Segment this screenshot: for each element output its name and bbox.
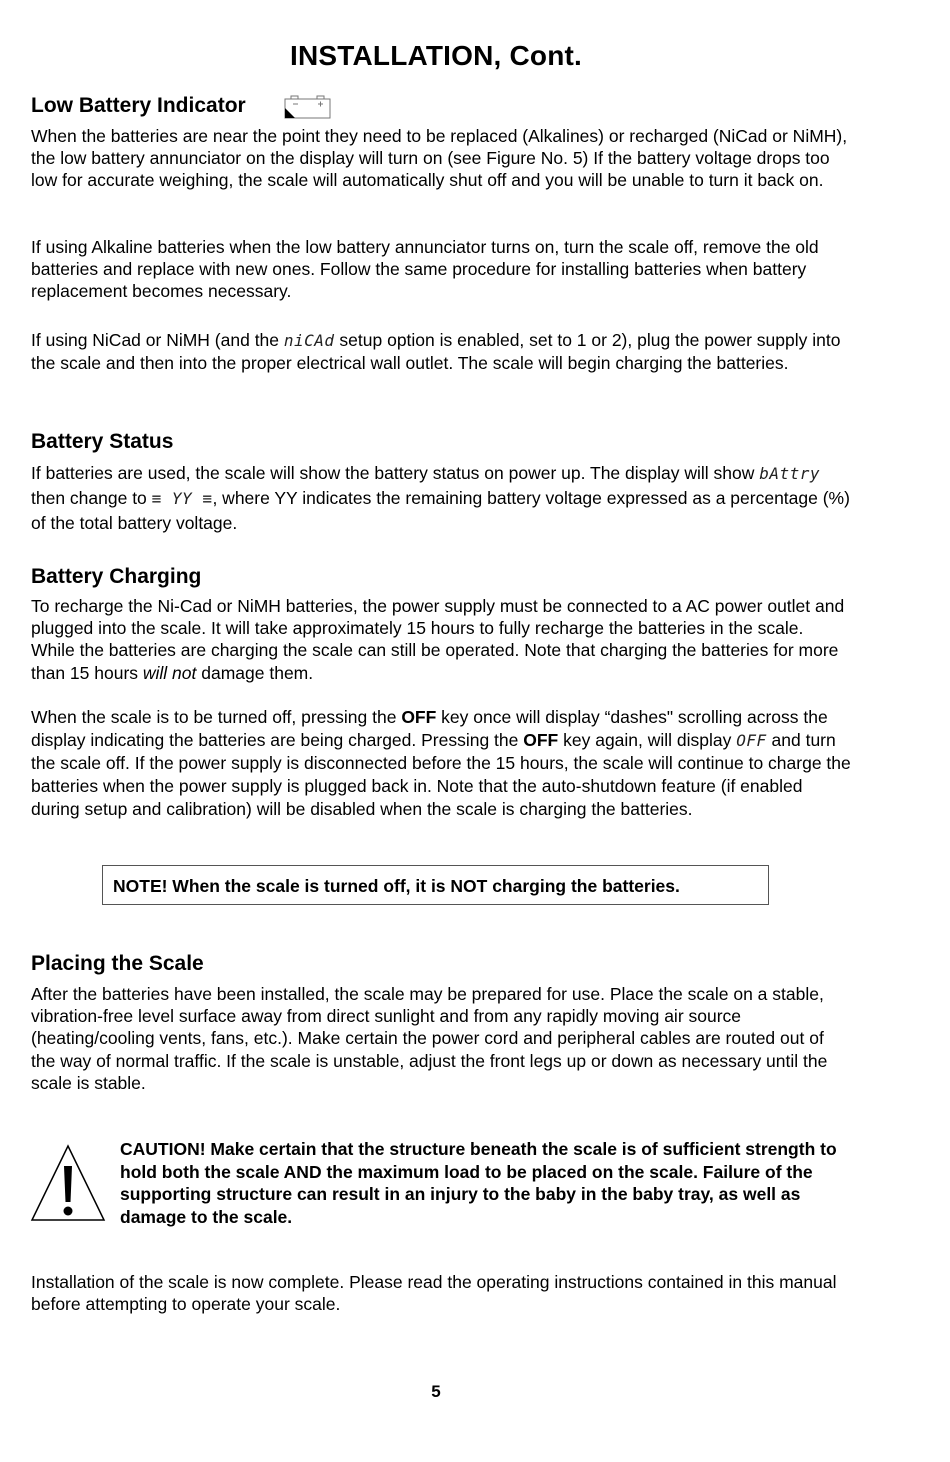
segment-display-nicad: niCAd: [283, 331, 335, 350]
text-segment: When the scale is to be turned off, pressing the: [31, 707, 402, 727]
warning-triangle-icon: [30, 1144, 106, 1227]
low-battery-paragraph-2: If using Alkaline batteries when the low battery annunciator turns on, turn the scale off, remove the old batteries and replace with new ones. Follow the same procedure for installing batteries when battery replacement becomes necessary.: [31, 237, 819, 302]
low-battery-heading: Low Battery Indicator: [31, 94, 246, 117]
text-segment: key again, will display: [558, 730, 737, 750]
note-text: NOTE! When the scale is turned off, it is NOT charging the batteries.: [113, 876, 680, 896]
text-segment: , where YY indicates the remaining battery voltage expressed as a percentage (%) of the total battery voltage.: [31, 488, 850, 533]
segment-display-battry: bAttry: [759, 464, 821, 483]
placing-scale-heading: Placing the Scale: [31, 952, 204, 975]
low-battery-paragraph-1: When the batteries are near the point they need to be replaced (Alkalines) or recharged (NiCad or NiMH), the low battery annunciator on the display will turn on (see Figure No. 5) If the battery voltage drops too low for accurate weighing, the scale will automatically shut off and you will be unable to turn it back on.: [31, 126, 848, 191]
segment-display-off: OFF: [736, 731, 767, 750]
page-title: INSTALLATION, Cont.: [289, 40, 583, 71]
battery-status-paragraph: [31, 461, 851, 535]
segment-display-yy: ≡ YY ≡: [151, 489, 213, 508]
note-box: [102, 865, 769, 905]
off-key-label: OFF: [523, 730, 559, 750]
low-battery-annunciator-icon: [283, 95, 333, 126]
off-key-label: OFF: [401, 707, 437, 727]
page-number: 5: [431, 1382, 441, 1401]
battery-status-heading: Battery Status: [31, 430, 174, 453]
text-segment: If using NiCad or NiMH (and the: [31, 330, 284, 350]
text-segment: key once will display “dashes" scrolling across the display indicating the batteries are being charged. Pressing the: [31, 707, 828, 750]
text-segment: and turn the scale off. If the power supply is disconnected before the 15 hours, the scale will continue to charge the batteries when the power supply is plugged back in. Note that the auto-shutdown feature (if enabled during setup and calibration) will be disabled when the scale is charging the batteries.: [31, 730, 851, 819]
closing-paragraph: Installation of the scale is now complete. Please read the operating instructions contained in this manual before attempting to operate your scale.: [31, 1272, 837, 1315]
battery-charging-paragraph-2: [31, 706, 851, 821]
text-segment: If batteries are used, the scale will show the battery status on power up. The display will show: [31, 463, 760, 483]
low-battery-paragraph-3: [31, 329, 851, 374]
text-segment: setup option is enabled, set to 1 or 2), plug the power supply into the scale and then into the proper electrical wall outlet. The scale will begin charging the batteries.: [31, 330, 841, 374]
battery-charging-paragraph-1: [31, 595, 851, 684]
emphasis-text: will not: [142, 662, 197, 683]
text-segment: then change to: [31, 488, 152, 508]
caution-text: CAUTION! Make certain that the structure beneath the scale is of sufficient strength to hold both the scale AND the maximum load to be placed on the scale. Failure of the supporting structure can result in an injury to the baby in the baby tray, as well as damage to the scale.: [120, 1139, 837, 1227]
text-segment: damage them.: [196, 662, 314, 683]
battery-charging-heading: Battery Charging: [31, 565, 202, 588]
placing-scale-paragraph: After the batteries have been installed, the scale may be prepared for use. Place the scale on a stable, vibration-free level surface away from direct sunlight and from any rapidly moving air source (heating/cooling vents, fans, etc.). Make certain the power cord and peripheral cables are routed out of the way of normal traffic. If the scale is unstable, adjust the front legs up or down as necessary until the scale is stable.: [31, 984, 828, 1093]
text-segment: To recharge the Ni-Cad or NiMH batteries, the power supply must be connected to a AC power outlet and plugged into the scale. It will take approximately 15 hours to fully recharge the batteries in the scale. While the batteries are charging the scale can still be operated. Note that charging the batteries for more than 15 hours: [31, 596, 845, 683]
